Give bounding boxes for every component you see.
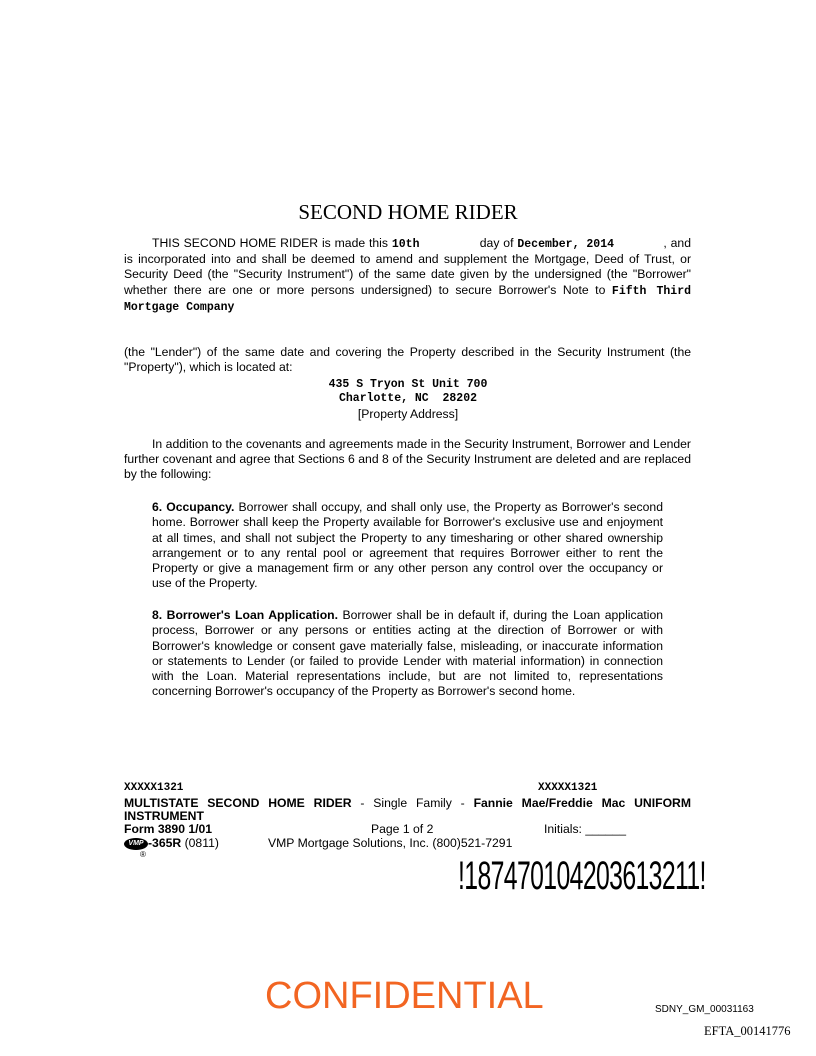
registered-mark: ® (140, 850, 146, 859)
covenants-paragraph: In addition to the covenants and agreements made in the Security Instrument, Borrower and Lender further covenant and agree that Sections 6 and 8 of the Security Instrument are deleted and are replaced by the following: (124, 437, 691, 482)
intro-paragraph (124, 236, 691, 315)
address-line-2: Charlotte, NC 28202 (338, 392, 478, 405)
section-occupancy (152, 500, 663, 592)
section-loan-application (152, 608, 663, 700)
loan-id-right: XXXXX1321 (538, 782, 598, 794)
bates-number-sdny: SDNY_GM_00031163 (655, 1004, 754, 1015)
form-title-bold-2: Fannie Mae/Freddie Mac UNIFORM INSTRUMENT (124, 796, 691, 823)
form-code-number: -365R (148, 836, 182, 850)
form-code (124, 837, 219, 850)
vmp-logo-icon: VMP (124, 838, 148, 850)
form-code-date: (0811) (181, 836, 219, 850)
loan-id-left: XXXXX1321 (124, 782, 184, 794)
property-address (0, 378, 816, 421)
section-8-heading: 8. Borrower's Loan Application. (152, 608, 338, 622)
bates-number-efta: EFTA_00141776 (704, 1024, 791, 1038)
section-6-heading: 6. Occupancy. (152, 500, 235, 514)
lender-paragraph: (the "Lender") of the same date and covering the Property described in the Security Instrument (the "Property"), which is located at: (124, 345, 691, 375)
initials-field: Initials: ______ (544, 822, 626, 836)
form-title (124, 797, 691, 823)
form-number: Form 3890 1/01 (124, 822, 213, 836)
barcode: !187470104203613211! (458, 854, 706, 898)
section-6-body: Borrower shall occupy, and shall only use, the Property as Borrower's second home. Borrower shall keep the Property available for Borrower's exclusive use and enjoyment at all times, and shall not subject the Property to any timesharing or other shared ownership arrangement or to any rental pool or agreement that requires Borrower either to rent the Property or give a management firm or any other person any control over the occupancy or use of the Property. (152, 500, 663, 591)
address-label: [Property Address] (357, 407, 459, 421)
form-title-bold: MULTISTATE SECOND HOME RIDER (124, 796, 352, 810)
form-title-mid: - Single Family - (351, 796, 474, 810)
intro-text-3: , and is incorporated into and shall be deemed to amend and supplement the Mortgage, Deed of Trust, or Security Deed (the "Security Instrument") of the same date given by the undersigned (the "Borrower" whether there are one or more persons undersigned) to secure Borrower's Note to (124, 236, 691, 297)
document-title: SECOND HOME RIDER (298, 200, 518, 224)
page-number: Page 1 of 2 (371, 822, 434, 836)
address-line-1: 435 S Tryon St Unit 700 (328, 378, 488, 391)
intro-text-2: day of (479, 236, 514, 250)
day-value: 10th (391, 238, 420, 251)
lender-name: Fifth Third Mortgage Company (124, 284, 692, 314)
vendor-info: VMP Mortgage Solutions, Inc. (800)521-7291 (268, 836, 513, 850)
section-8-body: Borrower shall be in default if, during the Loan application process, Borrower or any persons or entities acting at the direction of Borrower or with Borrower's knowledge or consent gave materially false, misleading, or inaccurate information or statements to Lender (or failed to provide Lender with material information) in connection with the Loan. Material representations include, but are not limited to, representations concerning Borrower's occupancy of the Property as Borrower's second home. (152, 608, 664, 699)
confidential-stamp: CONFIDENTIAL (265, 975, 544, 1017)
month-year-value: December, 2014 (517, 238, 614, 251)
intro-text-1: THIS SECOND HOME RIDER is made this (152, 236, 388, 250)
